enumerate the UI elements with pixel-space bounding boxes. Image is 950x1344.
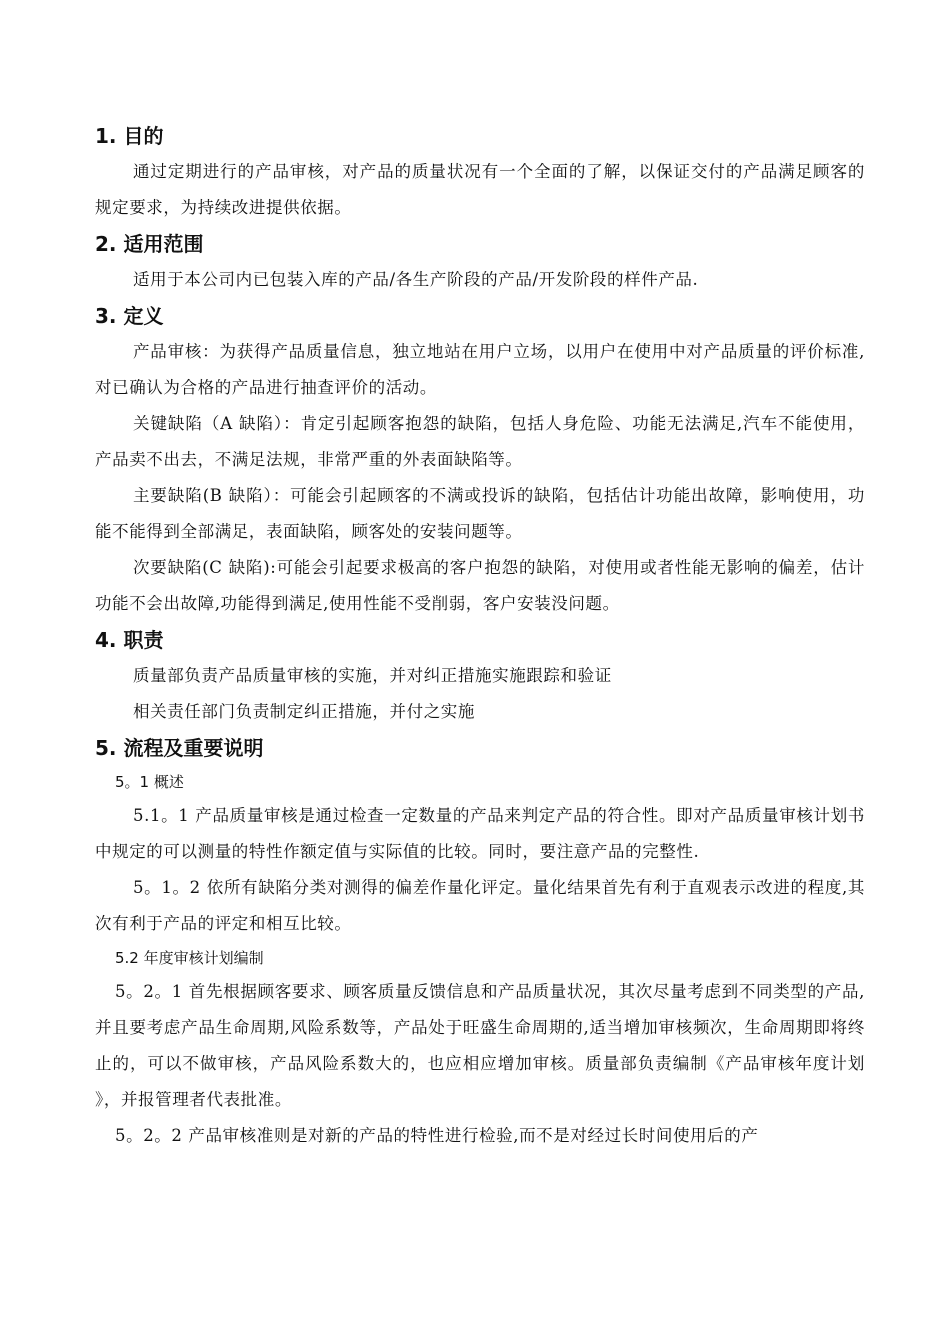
- section-heading-purpose: 1. 目的: [95, 124, 164, 148]
- section-heading-definitions: 3. 定义: [95, 304, 164, 328]
- paragraph-definition-product-audit: 产品审核：为获得产品质量信息，独立地站在用户立场，以用户在使用中对产品质量的评价标准,对已确认为合格的产品进行抽查评价的活动。: [95, 342, 865, 397]
- section-heading-scope: 2. 适用范围: [95, 232, 204, 256]
- paragraph-overview-1: 5.1。1 产品质量审核是通过检查一定数量的产品来判定产品的符合性。即对产品质量审核计划书中规定的可以测量的特性作额定值与实际值的比较。同时，要注意产品的完整性.: [95, 806, 865, 861]
- paragraph-definition-major-defect: 主要缺陷(B 缺陷）：可能会引起顾客的不满或投诉的缺陷，包括估计功能出故障，影响使用，功能不能得到全部满足，表面缺陷，顾客处的安装问题等。: [95, 486, 865, 541]
- paragraph-overview-2: 5。1。2 依所有缺陷分类对测得的偏差作量化评定。量化结果首先有利于直观表示改进的程度,其次有利于产品的评定和相互比较。: [95, 878, 865, 933]
- paragraph-scope: 适用于本公司内已包装入库的产品/各生产阶段的产品/开发阶段的样件产品.: [133, 270, 699, 289]
- paragraph-annual-plan-1: 5。2。1 首先根据顾客要求、顾客质量反馈信息和产品质量状况，其次尽量考虑到不同类型的产品,并且要考虑产品生命周期,风险系数等，产品处于旺盛生命周期的,适当增加审核频次，生命周期即将终止的，可以不做审核，产品风险系数大的，也应相应增加审核。质量部负责编制《产品审核年度计划 》，并报管理者代表批准。: [95, 982, 865, 1109]
- subsection-heading-annual-plan: 5.2 年度审核计划编制: [115, 949, 264, 967]
- paragraph-definition-minor-defect: 次要缺陷(C 缺陷):可能会引起要求极高的客户抱怨的缺陷，对使用或者性能无影响的偏差，估计功能不会出故障,功能得到满足,使用性能不受削弱，客户安装没问题。: [95, 558, 865, 613]
- paragraph-responsibility-departments: 相关责任部门负责制定纠正措施，并付之实施: [133, 702, 475, 721]
- section-heading-responsibilities: 4. 职责: [95, 628, 164, 652]
- section-heading-process: 5. 流程及重要说明: [95, 736, 264, 760]
- paragraph-annual-plan-2: 5。2。2 产品审核准则是对新的产品的特性进行检验,而不是对经过长时间使用后的产: [115, 1126, 759, 1145]
- document-content: [95, 118, 865, 1154]
- paragraph-definition-critical-defect: 关键缺陷（A 缺陷）：肯定引起顾客抱怨的缺陷，包括人身危险、功能无法满足,汽车不能使用，产品卖不出去，不满足法规，非常严重的外表面缺陷等。: [95, 414, 865, 469]
- subsection-heading-overview: 5。1 概述: [115, 773, 184, 791]
- paragraph-purpose: 通过定期进行的产品审核，对产品的质量状况有一个全面的了解，以保证交付的产品满足顾客的规定要求，为持续改进提供依据。: [95, 162, 865, 217]
- paragraph-responsibility-quality: 质量部负责产品质量审核的实施，并对纠正措施实施跟踪和验证: [133, 666, 612, 685]
